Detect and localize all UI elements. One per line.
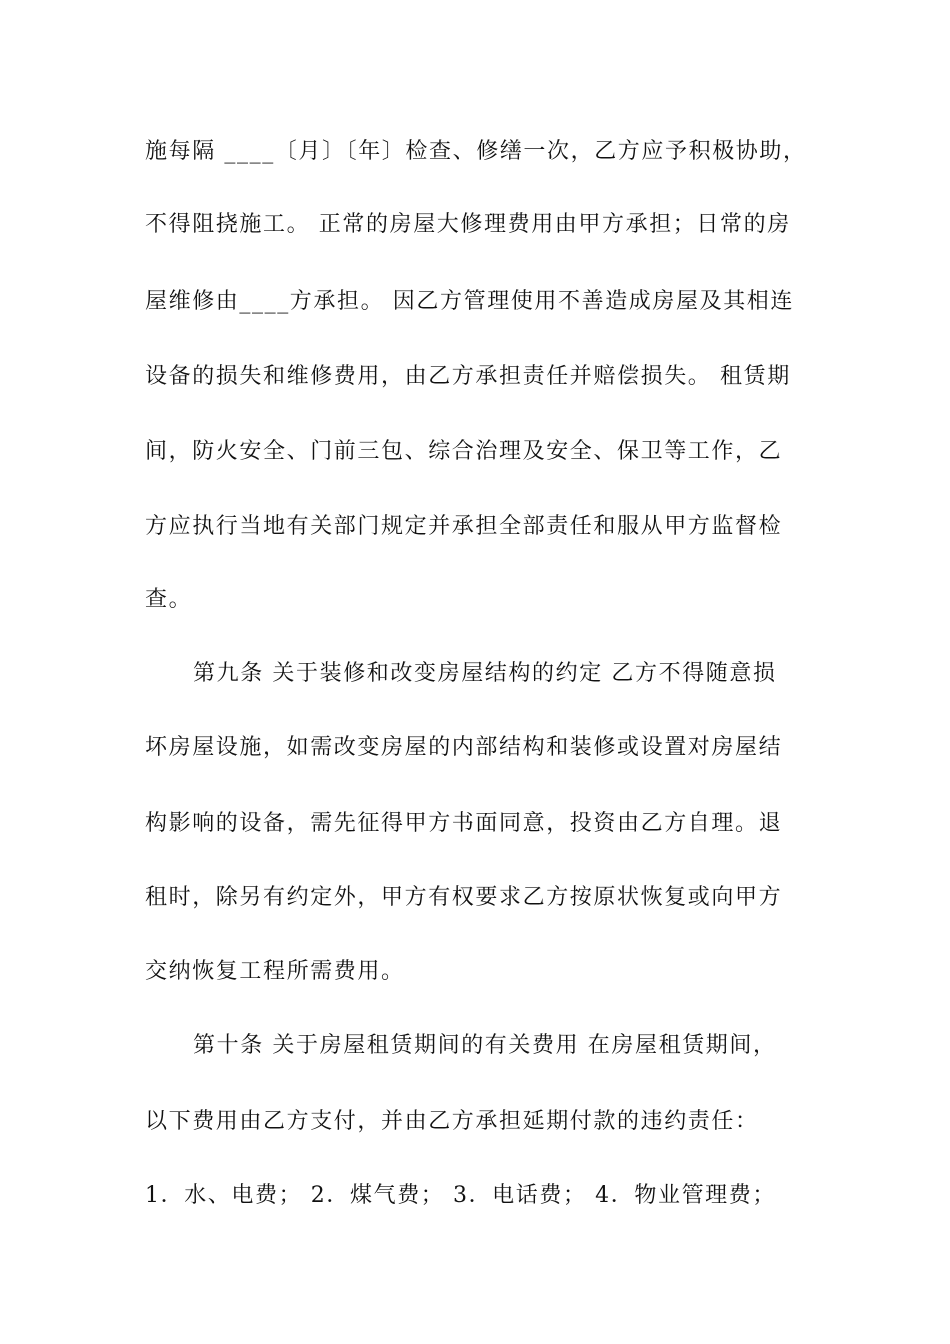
text-line: 方应执行当地有关部门规定并承担全部责任和服从甲方监督检 [145, 514, 783, 539]
text-line: 设备的损失和维修费用，由乙方承担责任并赔偿损失。 租赁期 [145, 364, 791, 389]
text-line: 查。 [145, 587, 193, 612]
text-line: 间，防火安全、门前三包、综合治理及安全、保卫等工作，乙 [145, 439, 783, 464]
text-line: 坏房屋设施，如需改变房屋的内部结构和装修或设置对房屋结 [145, 735, 783, 760]
text-line: 以下费用由乙方支付，并由乙方承担延期付款的违约责任： [145, 1109, 759, 1134]
text-line: 屋维修由____方承担。 因乙方管理使用不善造成房屋及其相连 [145, 289, 794, 314]
fee-list-line: 1．水、电费； 2．煤气费； 3．电话费； 4．物业管理费； [145, 1183, 776, 1208]
text-line: 施每隔 ____〔月〕〔年〕检查、修缮一次，乙方应予积极协助， [145, 139, 807, 164]
article-9-heading-line: 第九条 关于装修和改变房屋结构的约定 乙方不得随意损 [193, 661, 777, 686]
text-line: 不得阻挠施工。 正常的房屋大修理费用由甲方承担；日常的房 [145, 212, 791, 237]
text-line: 交纳恢复工程所需费用。 [145, 959, 405, 984]
article-10-heading-line: 第十条 关于房屋租赁期间的有关费用 在房屋租赁期间， [193, 1033, 777, 1058]
text-line: 租时，除另有约定外，甲方有权要求乙方按原状恢复或向甲方 [145, 885, 783, 910]
text-line: 构影响的设备，需先征得甲方书面同意，投资由乙方自理。退 [145, 811, 783, 836]
